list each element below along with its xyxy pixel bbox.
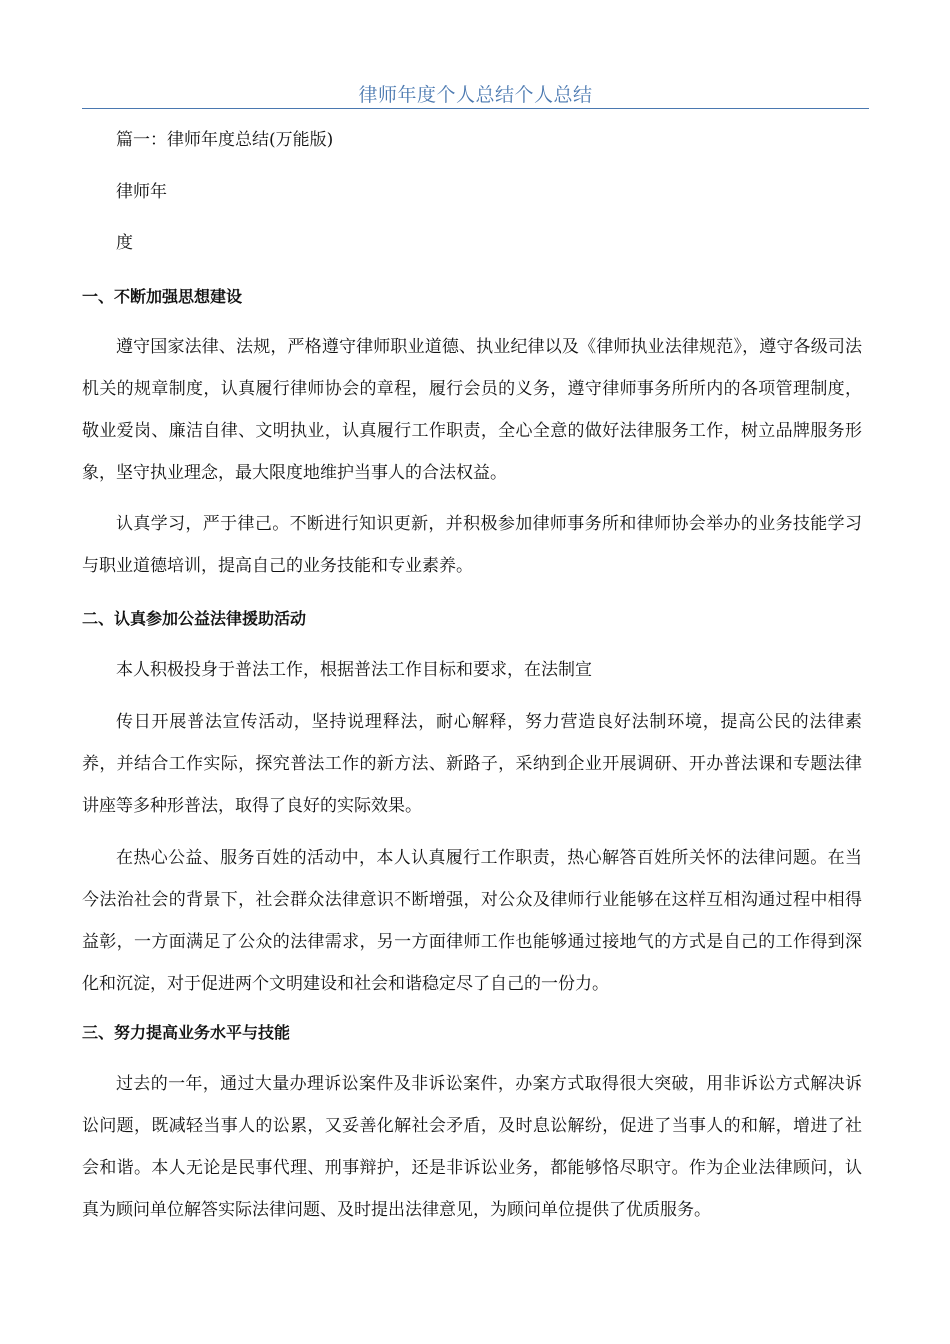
body-paragraph: 在热心公益、服务百姓的活动中，本人认真履行工作职责，热心解答百姓所关怀的法律问题。在当今法治社会的背景下，社会群众法律意识不断增强，对公众及律师行业能够在这样互相沟通过程中相得益彰，一方面满足了公众的法律需求，另一方面律师工作也能够通过接地气的方式是自己的工作得到深化和沉淀，对于促进两个文明建设和社会和谐稳定尽了自己的一份力。 (82, 848, 862, 994)
body-paragraph: 传日开展普法宣传活动，坚持说理释法，耐心解释，努力营造良好法制环境，提高公民的法律素养，并结合工作实际，探究普法工作的新方法、新路子，采纳到企业开展调研、开办普法课和专题法律讲座等多种形普法，取得了良好的实际效果。 (82, 712, 862, 816)
title-underline (82, 108, 869, 109)
body-paragraph: 本人积极投身于普法工作，根据普法工作目标和要求，在法制宣 (116, 660, 592, 680)
document-title: 律师年度个人总结个人总结 (358, 84, 593, 106)
text-fragment: 律师年 (116, 182, 167, 202)
section-heading: 一、不断加强思想建设 (82, 287, 243, 306)
text-fragment: 度 (116, 233, 133, 253)
body-paragraph: 遵守国家法律、法规，严格遵守律师职业道德、执业纪律以及《律师执业法律规范》，遵守各级司法机关的规章制度，认真履行律师协会的章程，履行会员的义务，遵守律师事务所所内的各项管理制度，敬业爱岗、廉洁自律、文明执业，认真履行工作职责，全心全意的做好法律服务工作，树立品牌服务形象，坚守执业理念，最大限度地维护当事人的合法权益。 (82, 337, 862, 483)
section-heading: 三、努力提高业务水平与技能 (82, 1023, 291, 1042)
body-paragraph: 过去的一年，通过大量办理诉讼案件及非诉讼案件，办案方式取得很大突破，用非诉讼方式解决诉讼问题，既减轻当事人的讼累，又妥善化解社会矛盾，及时息讼解纷，促进了当事人的和解，增进了社会和谐。本人无论是民事代理、刑事辩护，还是非诉讼业务，都能够恪尽职守。作为企业法律顾问，认真为顾问单位解答实际法律问题、及时提出法律意见，为顾问单位提供了优质服务。 (82, 1074, 862, 1220)
body-paragraph: 认真学习，严于律己。不断进行知识更新，并积极参加律师事务所和律师协会举办的业务技能学习与职业道德培训，提高自己的业务技能和专业素养。 (82, 514, 862, 576)
document-subtitle: 篇一：律师年度总结(万能版) (116, 130, 334, 150)
section-heading: 二、认真参加公益法律援助活动 (82, 609, 307, 628)
